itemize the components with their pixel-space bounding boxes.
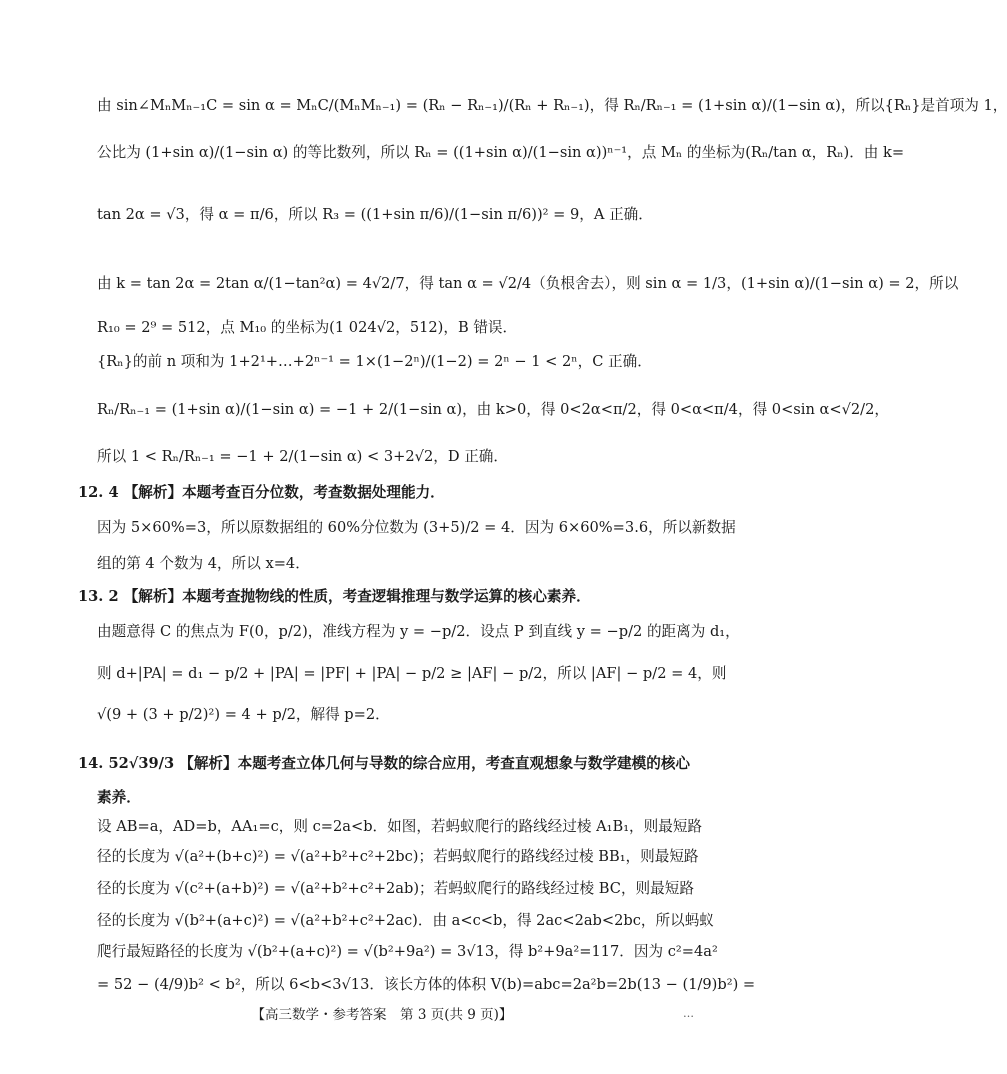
text-line: 素养． <box>97 789 141 806</box>
text-line: 径的长度为 √(a²+(b+c)²) = √(a²+b²+c²+2bc)；若蚂蚁爬行的路线经过棱 BB₁，则最短路 <box>97 848 699 865</box>
page-footer: 【高三数学・参考答案 第 3 页(共 9 页)】 <box>251 1007 513 1023</box>
problem-12-heading: 12. 4 【解析】本题考查百分位数，考查数据处理能力． <box>78 484 445 501</box>
problem-13-heading: 13. 2 【解析】本题考查抛物线的性质，考查逻辑推理与数学运算的核心素养． <box>78 588 591 605</box>
text-line: √(9 + (3 + p/2)²) = 4 + p/2，解得 p=2． <box>97 706 390 723</box>
text-line: 公比为 (1+sin α)/(1−sin α) 的等比数列，所以 Rₙ = ((1+sin α)/(1−sin α))ⁿ⁻¹，点 Mₙ 的坐标为(Rₙ/tan α，Rₙ)．由 k= <box>97 144 905 161</box>
text-line: 径的长度为 √(c²+(a+b)²) = √(a²+b²+c²+2ab)；若蚂蚁爬行的路线经过棱 BC，则最短路 <box>97 880 694 897</box>
text-line: {Rₙ}的前 n 项和为 1+2¹+…+2ⁿ⁻¹ = 1×(1−2ⁿ)/(1−2) = 2ⁿ − 1 < 2ⁿ，C 正确． <box>97 353 652 370</box>
text-line: tan 2α = √3，得 α = π/6，所以 R₃ = ((1+sin π/6)/(1−sin π/6))² = 9，A 正确． <box>97 206 653 223</box>
text-line: 爬行最短路径的长度为 √(b²+(a+c)²) = √(b²+9a²) = 3√13，得 b²+9a²=117．因为 c²=4a² <box>97 943 718 960</box>
problem-14-heading: 14. 52√39/3 【解析】本题考查立体几何与导数的综合应用，考查直观想象与数学建模的核心 <box>78 755 691 772</box>
text-line: = 52 − (4/9)b² < b²，所以 6<b<3√13．该长方体的体积 V(b)=abc=2a²b=2b(13 − (1/9)b²) = <box>97 976 756 993</box>
text-line: 设 AB=a，AD=b，AA₁=c，则 c=2a<b．如图，若蚂蚁爬行的路线经过棱 A₁B₁，则最短路 <box>97 818 703 835</box>
text-line: R₁₀ = 2⁹ = 512，点 M₁₀ 的坐标为(1 024√2，512)，B 错误． <box>97 319 518 336</box>
text-line: 所以 1 < Rₙ/Rₙ₋₁ = −1 + 2/(1−sin α) < 3+2√2，D 正确． <box>97 448 508 465</box>
text-line: 由题意得 C 的焦点为 F(0，p/2)，准线方程为 y = −p/2．设点 P 到直线 y = −p/2 的距离为 d₁， <box>97 623 740 640</box>
text-line: 由 k = tan 2α = 2tan α/(1−tan²α) = 4√2/7，得 tan α = √2/4（负根舍去），则 sin α = 1/3，(1+sin α)/(1−sin α) = 2，所以 <box>97 275 959 292</box>
text-line: Rₙ/Rₙ₋₁ = (1+sin α)/(1−sin α) = −1 + 2/(1−sin α)，由 k>0，得 0<2α<π/2，得 0<α<π/4，得 0<sin α<√2/2， <box>97 401 889 418</box>
text-line: 因为 5×60%=3，所以原数据组的 60%分位数为 (3+5)/2 = 4．因为 6×60%=3.6，所以新数据 <box>97 519 736 536</box>
footer-mark: … <box>683 1007 694 1020</box>
text-line: 径的长度为 √(b²+(a+c)²) = √(a²+b²+c²+2ac)．由 a<c<b，得 2ac<2ab<2bc，所以蚂蚁 <box>97 912 714 929</box>
text-line: 则 d+|PA| = d₁ − p/2 + |PA| = |PF| + |PA| − p/2 ≥ |AF| − p/2，所以 |AF| − p/2 = 4，则 <box>97 665 727 682</box>
text-line: 组的第 4 个数为 4，所以 x=4． <box>97 555 310 572</box>
text-line: 由 sin∠MₙMₙ₋₁C = sin α = MₙC/(MₙMₙ₋₁) = (Rₙ − Rₙ₋₁)/(Rₙ + Rₙ₋₁)，得 Rₙ/Rₙ₋₁ = (1+sin α)/(1−sin α)，所以{Rₙ}是首项为 1， <box>97 97 1007 114</box>
